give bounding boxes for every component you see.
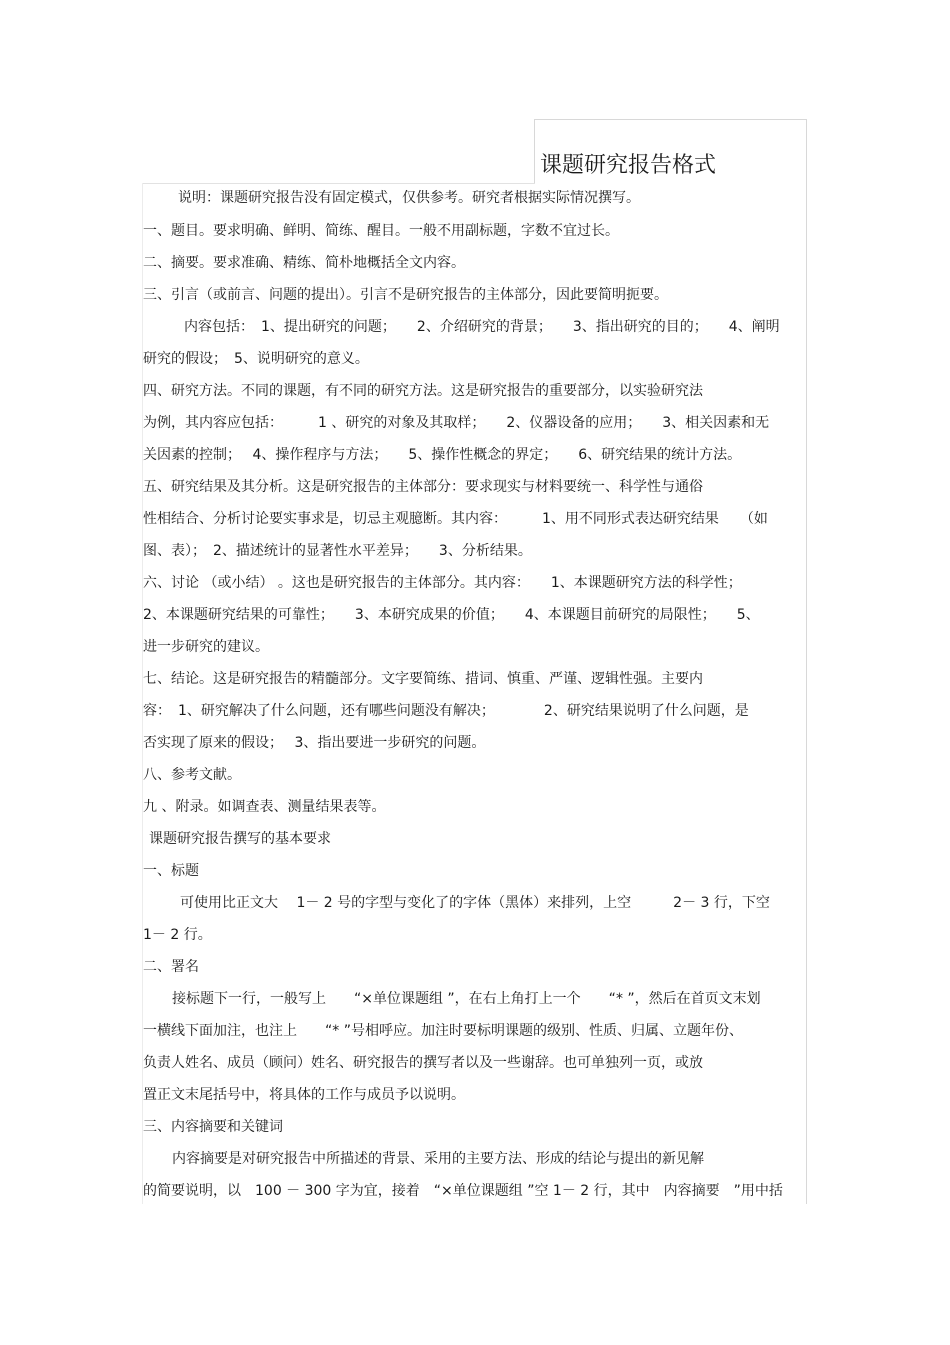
frame-line-title-left	[534, 119, 535, 183]
text-line: 图、表）； 2、描述统计的显著性水平差异； 3、分析结果。	[143, 543, 532, 559]
text-line: 置正文末尾括号中，将具体的工作与成员予以说明。	[143, 1087, 465, 1103]
text-line: 负责人姓名、成员（顾问）姓名、研究报告的撰写者以及一些谢辞。也可单独列一页，或放	[143, 1055, 703, 1071]
text-line: 七、结论。这是研究报告的精髓部分。文字要简练、措词、慎重、严谨、逻辑性强。主要内	[143, 671, 703, 687]
text-line: 的简要说明，以 100 － 300 字为宜，接着 “×单位课题组 ”空 1－ 2 行，其中 内容摘要 ”用中括	[143, 1183, 783, 1199]
section-heading: 二、署名	[143, 959, 199, 975]
text-line: 八、参考文献。	[143, 767, 241, 783]
frame-line-top	[534, 119, 806, 120]
text-line: 五、研究结果及其分析。这是研究报告的主体部分：要求现实与材料要统一、科学性与通俗	[143, 479, 703, 495]
text-line: 内容包括： 1、提出研究的问题； 2、介绍研究的背景； 3、指出研究的目的； 4、阐明	[184, 319, 780, 335]
text-line: 内容摘要是对研究报告中所描述的背景、采用的主要方法、形成的结论与提出的新见解	[172, 1151, 704, 1167]
text-line: 2、本课题研究结果的可靠性； 3、本研究成果的价值； 4、本课题目前研究的局限性； 5、	[143, 607, 760, 623]
text-line: 关因素的控制； 4、操作程序与方法； 5、操作性概念的界定； 6、研究结果的统计方法。	[143, 447, 742, 463]
text-line: 六、讨论 （或小结） 。这也是研究报告的主体部分。其内容： 1、本课题研究方法的科学性；	[143, 575, 742, 591]
frame-line-right	[806, 119, 807, 1204]
frame-line-mid	[142, 183, 535, 184]
text-line: 否实现了原来的假设； 3、指出要进一步研究的问题。	[143, 735, 486, 751]
text-line: 四、研究方法。不同的课题，有不同的研究方法。这是研究报告的重要部分，以实验研究法	[143, 383, 703, 399]
section-heading: 三、内容摘要和关键词	[143, 1119, 283, 1135]
text-line: 容： 1、研究解决了什么问题，还有哪些问题没有解决； 2、研究结果说明了什么问题，是	[143, 703, 749, 719]
text-line: 研究的假设； 5、说明研究的意义。	[143, 351, 369, 367]
text-line: 进一步研究的建议。	[143, 639, 269, 655]
text-line: 三、引言（或前言、问题的提出）。引言不是研究报告的主体部分，因此要简明扼要。	[143, 287, 668, 303]
text-line: 为例，其内容应包括： 1 、研究的对象及其取样； 2、仪器设备的应用； 3、相关因素和无	[143, 415, 770, 431]
document-title: 课题研究报告格式	[540, 153, 717, 178]
text-line: 说明：课题研究报告没有固定模式，仅供参考。研究者根据实际情况撰写。	[178, 190, 640, 206]
section-heading: 一、标题	[143, 863, 199, 879]
text-line: 一横线下面加注，也注上 “* ”号相呼应。加注时要标明课题的级别、性质、归属、立题年份、	[143, 1023, 743, 1039]
text-line: 九 、附录。如调查表、测量结果表等。	[143, 799, 386, 815]
text-line: 1－ 2 行。	[143, 927, 212, 943]
frame-line-left	[142, 183, 143, 1204]
text-line: 一、题目。要求明确、鲜明、简练、醒目。一般不用副标题，字数不宜过长。	[143, 223, 619, 239]
text-line: 接标题下一行，一般写上 “×单位课题组 ”，在右上角打上一个 “* ”，然后在首页文末划	[172, 991, 761, 1007]
text-line: 性相结合、分析讨论要实事求是，切忌主观臆断。其内容： 1、用不同形式表达研究结果 （如	[143, 511, 768, 527]
text-line: 二、摘要。要求准确、精练、简朴地概括全文内容。	[143, 255, 465, 271]
section-heading: 课题研究报告撰写的基本要求	[149, 831, 331, 847]
text-line: 可使用比正文大 1－ 2 号的字型与变化了的字体（黑体）来排列，上空 2－ 3 行，下空	[180, 895, 770, 911]
